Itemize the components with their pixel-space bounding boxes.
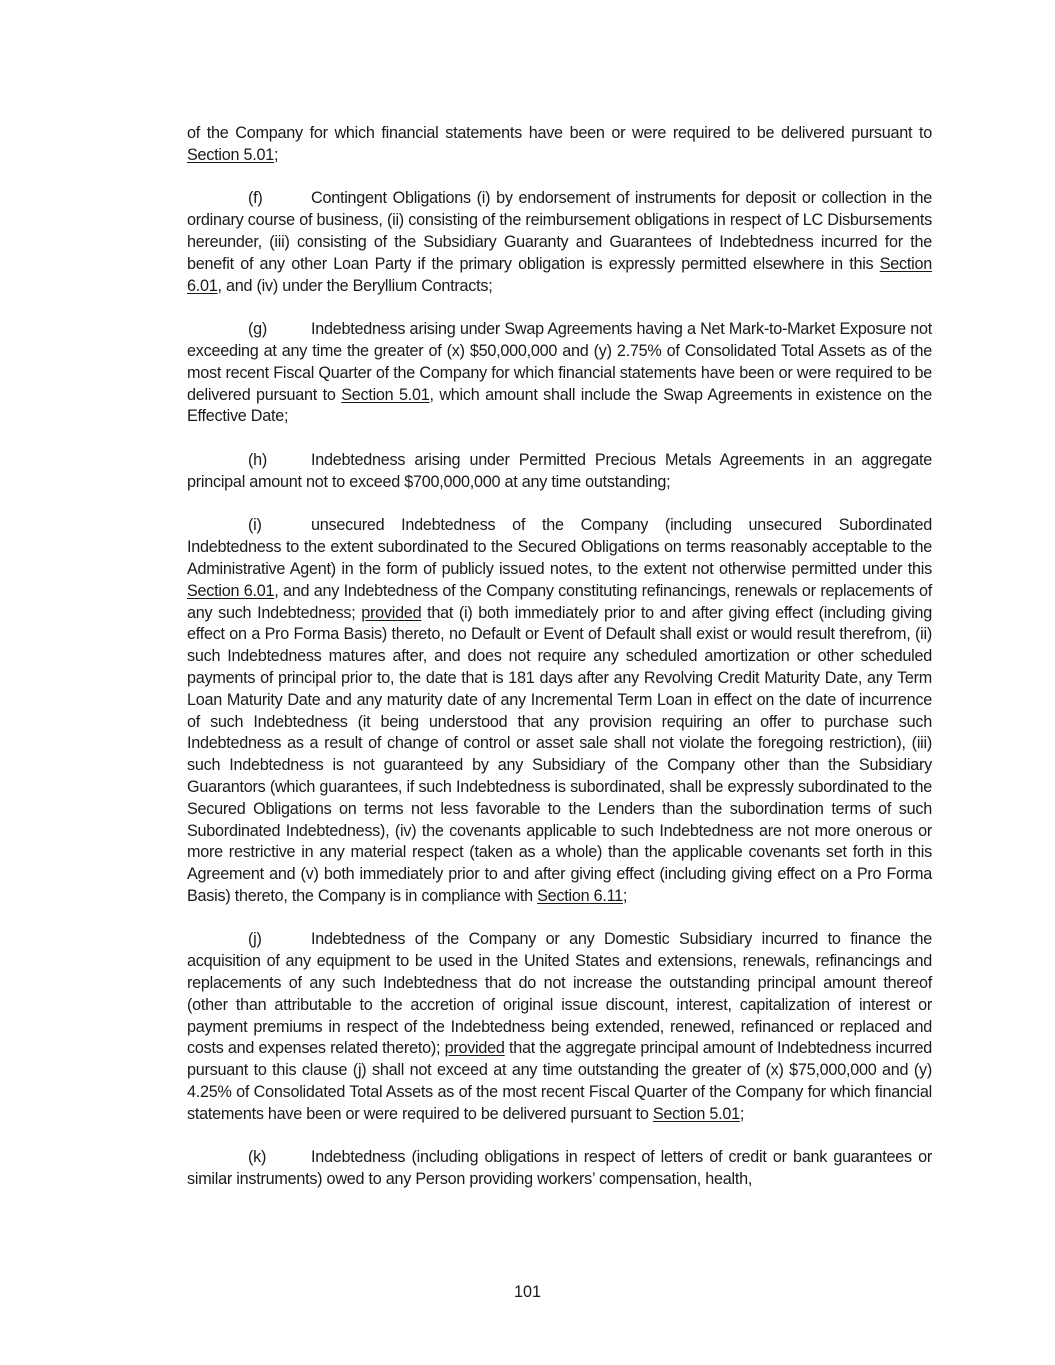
clause-j [187,929,932,1125]
clause-marker: (i) [248,516,262,535]
clause-marker: (j) [248,930,262,949]
clause-h [187,450,932,494]
clause-text: , which amount shall include the Swap Agreements in existence on the Effective Date; [187,385,933,426]
clause-text: that (i) both immediately prior to and after giving effect (including giving effect on a Pro Forma Basis) thereto, no Default or Event of Default shall exist or would result therefrom, (ii) such Indebtedness matures after, and does not require any scheduled amortization or other scheduled payments of principal prior to, the date that is 181 days after any Revolving Credit Maturity Date, any Term Loan Maturity Date and any maturity date of any Incremental Term Loan in effect on the date of incurrence of such Indebtedness (it being understood that any provision requiring an offer to purchase such Indebtedness as a result of change of control or asset sale shall not violate the foregoing restriction), (iii) such Indebtedness is not guaranteed by any Subsidiary of the Company other than the Subsidiary Guarantors (which guarantees, if such Indebtedness is subordinated, shall be expressly subordinated to the Secured Obligations on terms not less favorable to the Lenders than the subordination terms of such Subordinated Indebtedness), (iv) the covenants applicable to such Indebtedness are not more onerous or more restrictive in any material respect (taken as a whole) than the applicable covenants set forth in this Agreement and (v) both immediately prior to and after giving effect (including giving effect on a Pro Forma Basis) thereto, the Company is in compliance with [187,603,932,905]
clause-text: ; [739,1104,745,1123]
clause-text: Indebtedness (including obligations in respect of letters of credit or bank guarantees or similar instruments) owed to any Person providing workers’ compensation, health, [187,1148,932,1189]
section-reference: Section 5.01 [341,385,430,404]
clause-text: , and (iv) under the Beryllium Contracts; [217,276,493,295]
clause-f [187,188,932,297]
clause-text: Contingent Obligations (i) by endorsement of instruments for deposit or collection in the ordinary course of business, (ii) consisting of the reimbursement obligations in respect of LC Disbursements hereunder, (iii) consisting of the Subsidiary Guaranty and Guarantees of Indebtedness incurred for the benefit of any other Loan Party if the primary obligation is expressly permitted elsewhere in this [187,189,932,273]
clause-marker: (h) [248,450,268,469]
section-reference: Section 5.01 [652,1104,740,1123]
clause-k [187,1147,932,1191]
proviso-term: provided [361,603,422,622]
clause-text: , and any Indebtedness of the Company constituting refinancings, renewals or replacements of any such Indebtedness; [187,581,932,622]
clause-text: unsecured Indebtedness of the Company (including unsecured Subordinated Indebtedness to the extent subordinated to the Secured Obligations on terms reasonably acceptable to the Administrative Agent) in the form of publicly issued notes, to the extent not otherwise permitted under this [187,516,932,578]
clause-text: Indebtedness arising under Permitted Precious Metals Agreements in an aggregate principal amount not to exceed $700,000,000 at any time outstanding; [187,450,932,491]
clause-marker: (f) [248,189,263,208]
clause-marker: (k) [248,1148,267,1167]
section-reference: Section 5.01 [187,145,274,164]
clause-marker: (g) [248,320,268,339]
clause-text: Indebtedness of the Company or any Domestic Subsidiary incurred to finance the acquisition of any equipment to be used in the United States and extensions, renewals, refinancings and replacements of any such Indebtedness that do not increase the outstanding principal amount thereof (other than attributable to the accretion of original issue discount, interest, capitalization of interest or payment premiums in respect of the Indebtedness being extended, renewed, refinanced or replaced and costs and expenses related thereto); [187,930,932,1058]
document-body [187,123,932,1213]
section-reference: Section 6.01 [187,581,275,600]
clause-text: that the aggregate principal amount of Indebtedness incurred pursuant to this clause (j) shall not exceed at any time outstanding the greater of (x) $75,000,000 and (y) 4.25% of Consolidated Total Assets as of the most recent Fiscal Quarter of the Company for which financial statements have been or were required to be delivered pursuant to [187,1039,932,1123]
paragraph-text: of the Company for which financial statements have been or were required to be delivered pursuant to [187,124,932,142]
section-reference: Section 6.01 [187,254,932,295]
proviso-term: provided [444,1039,505,1058]
clause-text: ; [622,886,628,905]
paragraph-text: ; [274,145,279,164]
clause-i [187,515,932,907]
clause-g [187,319,932,428]
clause-text: Indebtedness arising under Swap Agreements having a Net Mark-to-Market Exposure not exceeding at any time the greater of (x) $50,000,000 and (y) 2.75% of Consolidated Total Assets as of the most recent Fiscal Quarter of the Company for which financial statements have been or were required to be delivered pursuant to [187,320,932,404]
section-reference: Section 6.11 [537,886,623,905]
page-number: 101 [513,1283,541,1301]
paragraph-continuation [187,123,932,167]
